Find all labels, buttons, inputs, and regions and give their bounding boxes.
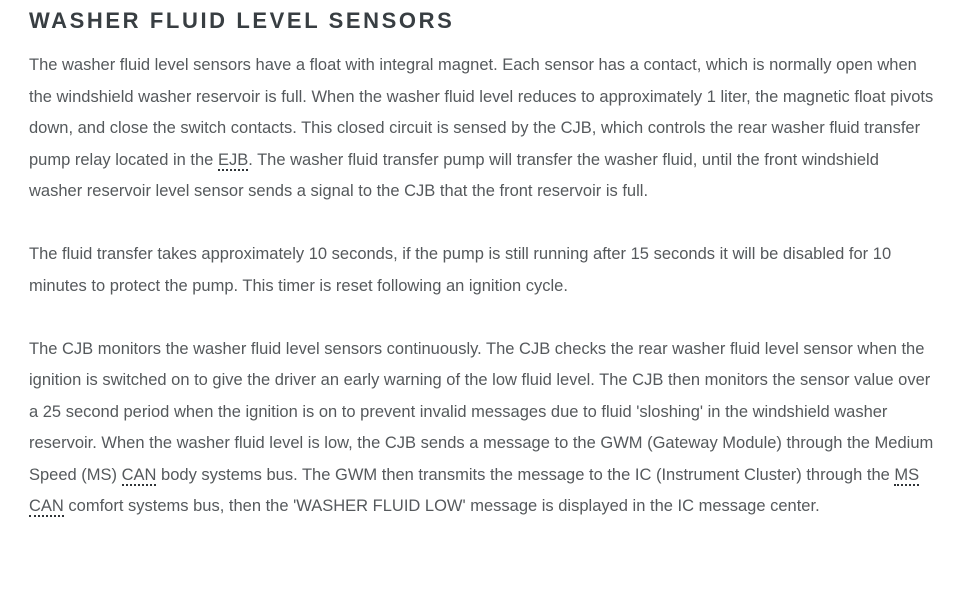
paragraph-text: The fluid transfer takes approximately 10 seconds, if the pump is still running after 15 seconds it will be disabled for 10 minutes to protect the pump. This timer is reset following an ignition cycle.: [29, 245, 892, 295]
paragraph-text: comfort systems bus, then the 'WASHER FLUID LOW' message is displayed in the IC message center.: [63, 497, 820, 515]
paragraph-text: body systems bus. The GWM then transmits the message to the IC (Instrument Cluster) through the: [156, 465, 895, 484]
paragraph-fluid-transfer-timing: [29, 239, 935, 302]
article: [29, 8, 935, 523]
paragraph-cjb-monitoring: [29, 334, 935, 523]
paragraph-text: The washer fluid level sensors have a float with integral magnet. Each sensor has a contact, which is normally open when the windshield washer reservoir is full. When the washer fluid level reduces to approximately 1 liter, the magnetic float pivots down, and close the switch contacts. This closed circuit is sensed by the CJB, which controls the rear washer fluid transfer pump relay located in the: [29, 56, 934, 169]
page-title: WASHER FLUID LEVEL SENSORS: [29, 8, 455, 33]
abbr-term-ejb[interactable]: EJB: [217, 150, 249, 169]
paragraph-washer-fluid-sensors: [29, 50, 935, 208]
paragraph-text: The CJB monitors the washer fluid level sensors continuously. The CJB checks the rear washer fluid level sensor when the ignition is switched on to give the driver an early warning of the low fluid level. The CJB then monitors the sensor value over a 25 second period when the ignition is on to prevent invalid messages due to fluid 'sloshing' in the windshield washer reservoir. When the washer fluid level is low, the CJB sends a message to the GWM (Gateway Module) through the Medium Speed (MS): [29, 339, 934, 484]
abbr-term-ms[interactable]: MS: [894, 465, 920, 484]
abbr-term-can[interactable]: CAN: [29, 497, 64, 515]
abbr-term-can[interactable]: CAN: [121, 465, 157, 484]
paragraph-text: . The washer fluid transfer pump will transfer the washer fluid, until the front windshield washer reservoir level sensor sends a signal to the CJB that the front reservoir is full.: [29, 150, 879, 200]
